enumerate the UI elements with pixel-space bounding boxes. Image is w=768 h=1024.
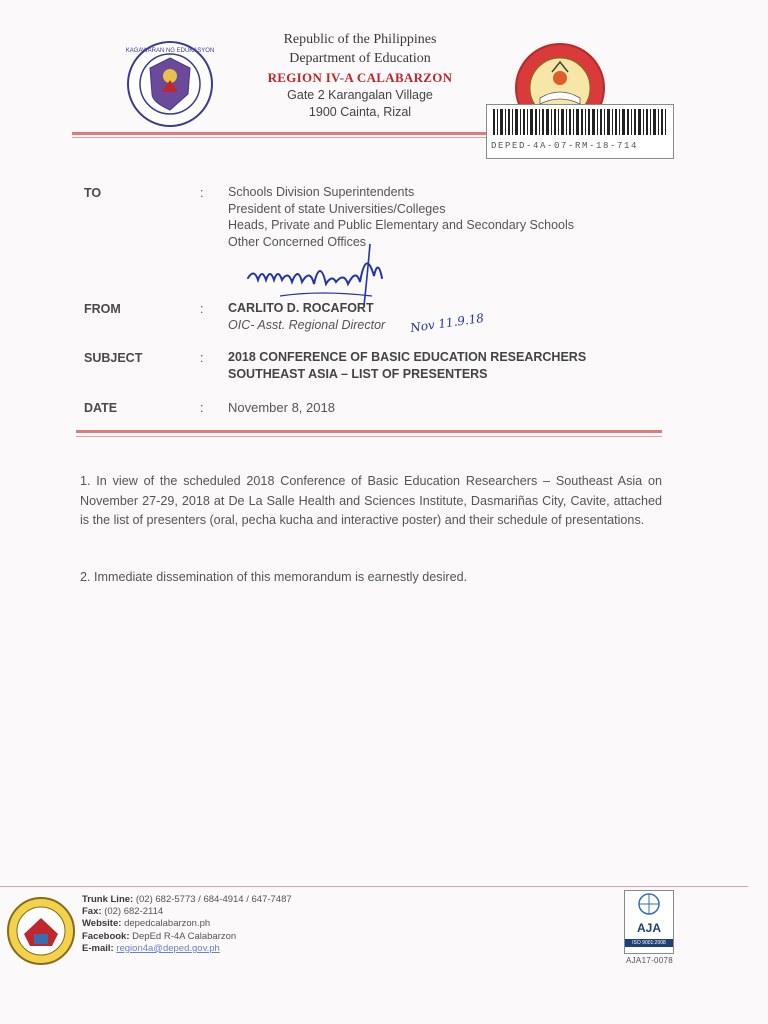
- region-line: REGION IV-A CALABARZON: [267, 70, 453, 85]
- from-title: OIC- Asst. Regional Director: [228, 317, 386, 332]
- recipient-line: Schools Division Superintendents: [228, 185, 415, 199]
- to-colon: :: [200, 186, 204, 200]
- subject-colon: :: [200, 351, 204, 365]
- footer-divider: [0, 886, 748, 887]
- aja-iso-text: ISO 9001:2008: [625, 939, 673, 947]
- website-label: Website:: [82, 918, 122, 930]
- from-colon: :: [200, 302, 204, 316]
- fax-value: (02) 682-2114: [104, 906, 164, 918]
- address-line-2: 1900 Cainta, Rizal: [308, 105, 412, 119]
- subject-line-2: SOUTHEAST ASIA – LIST OF PRESENTERS: [228, 366, 488, 381]
- facebook-label: Facebook:: [82, 930, 130, 942]
- globe-icon: [626, 891, 672, 917]
- subject-line-1: 2018 CONFERENCE OF BASIC EDUCATION RESEARCHERS: [228, 350, 587, 364]
- to-label: TO: [84, 186, 102, 200]
- from-name: CARLITO D. ROCAFORT: [228, 301, 374, 315]
- trunk-label: Trunk Line:: [82, 894, 134, 905]
- aja-certification-logo: [624, 890, 674, 954]
- trunk-value: (02) 682-5773 / 684-4914 / 647-7487: [135, 894, 292, 905]
- date-label: DATE: [84, 401, 118, 415]
- subject-text: [228, 349, 648, 382]
- letterhead: [210, 30, 510, 121]
- handwritten-signature: [240, 238, 420, 308]
- document-barcode: [486, 104, 674, 159]
- recipient-line: President of state Universities/Colleges: [228, 201, 446, 216]
- body-paragraph-1: 1. In view of the scheduled 2018 Conference of Basic Education Researchers – Southeast Asia on November 27-29, 2018 at De La Salle Health and Sciences Institute, Dasmariñas City, Cavite, attached is the list of presenters (oral, pecha kucha and interactive poster) and their schedule of presentations.: [80, 474, 662, 527]
- footer-contacts: [82, 894, 402, 955]
- header-divider-thin: [72, 137, 486, 138]
- republic-line: Republic of the Philippines: [283, 32, 437, 47]
- recipient-line: Heads, Private and Public Elementary and Secondary Schools: [228, 218, 575, 232]
- signature-date-note: Nov 11.9.18: [409, 310, 485, 336]
- address-line-1: Gate 2 Karangalan Village: [287, 88, 433, 102]
- fax-label: Fax:: [82, 906, 102, 918]
- facebook-value: DepEd R-4A Calabarzon: [132, 930, 237, 942]
- body-paragraph-2: 2. Immediate dissemination of this memorandum is earnestly desired.: [80, 570, 468, 584]
- department-line: Department of Education: [289, 51, 431, 66]
- aja-logo-text: AJA: [636, 921, 661, 935]
- deped-seal-logo: [126, 40, 214, 128]
- subject-label: SUBJECT: [84, 351, 143, 365]
- svg-text:KAGAWARAN NG EDUKASYON: KAGAWARAN NG EDUKASYON: [126, 48, 214, 54]
- footer-seal-logo: [6, 896, 76, 966]
- aja-certificate-code: AJA17-0078: [626, 956, 674, 965]
- email-label: E-mail:: [82, 942, 114, 954]
- memo-divider-thin: [76, 436, 662, 437]
- website-link[interactable]: depedcalabarzon.ph: [124, 918, 211, 930]
- memo-divider: [76, 430, 662, 433]
- from-label: FROM: [84, 302, 121, 316]
- date-colon: :: [200, 401, 204, 415]
- date-value: November 8, 2018: [228, 400, 335, 415]
- header-divider: [72, 132, 486, 135]
- email-link[interactable]: region4a@deped.gov.ph: [116, 942, 220, 954]
- recipient-line: Other Concerned Offices: [228, 234, 367, 249]
- barcode-number: DEPED-4A-07-RM-18-714: [491, 141, 639, 151]
